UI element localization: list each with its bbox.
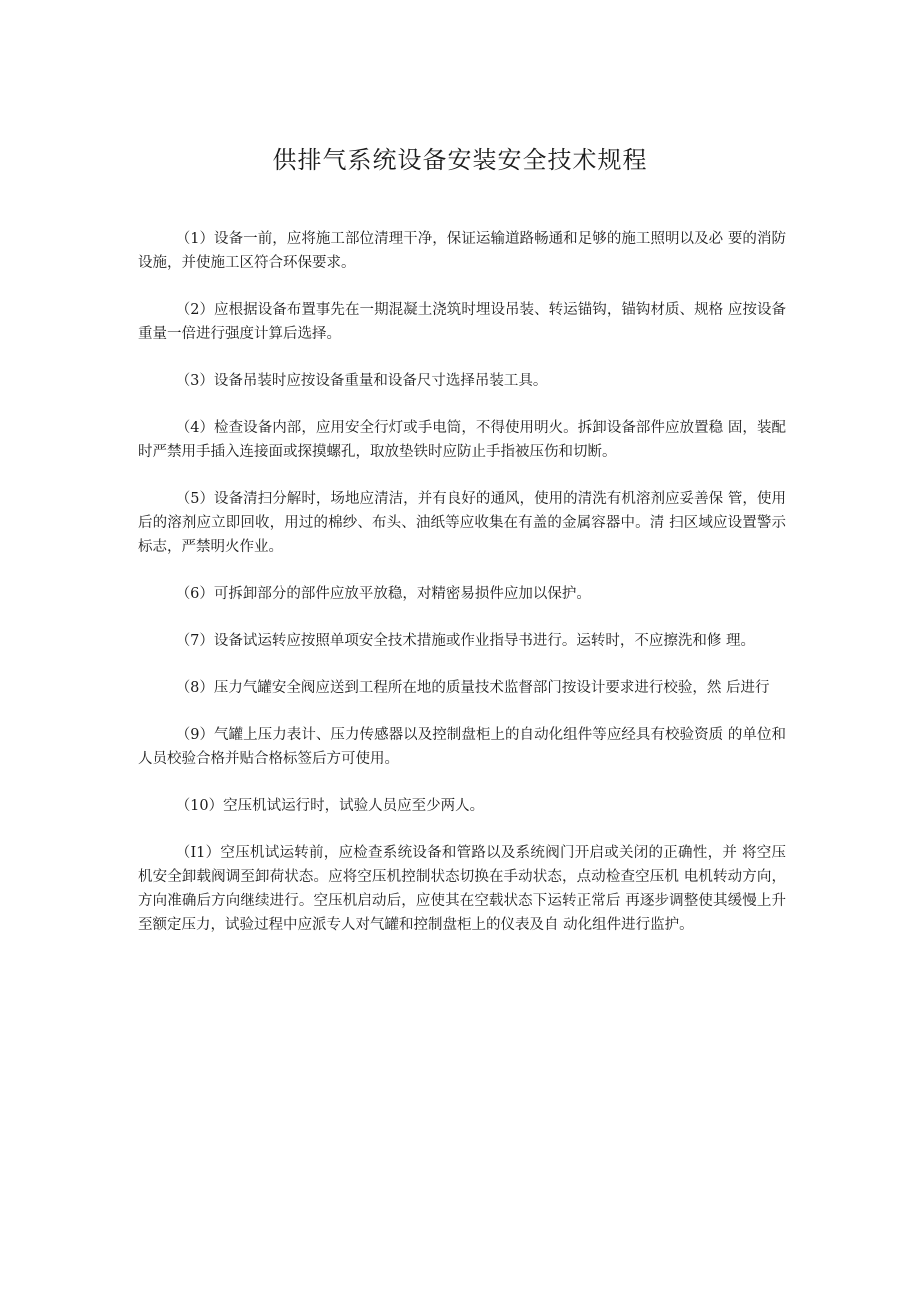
paragraph-10: （10）空压机试运行时，试验人员应至少两人。: [175, 798, 485, 814]
paragraph-1: （1）设备一前，应将施工部位清理干净，保证运输道路畅通和足够的施工照明以及必 要的消防设施，并使施工区符合环保要求。: [138, 231, 786, 271]
document-body: [138, 227, 786, 960]
paragraph-11: （I1）空压机试运转前，应检查系统设备和管路以及系统阀门开启或关闭的正确性，并 将空压机安全卸载阀调至卸荷状态。应将空压机控制状态切换在手动状态，点动检查空压机 电机转动方向，方向准确后方向继续进行。空压机启动后，应使其在空载状态下运转正常后 再逐步调整使其缓慢上升至额定压力，试验过程中应派专人对气罐和控制盘柜上的仪表及自 动化组件进行监护。: [138, 845, 786, 933]
paragraph-6: （6）可拆卸部分的部件应放平放稳，对精密易损件应加以保护。: [175, 586, 591, 602]
paragraph-2: （2）应根据设备布置事先在一期混凝土浇筑时埋设吊装、转运锚钩，锚钩材质、规格 应按设备重量一倍进行强度计算后选择。: [138, 302, 786, 342]
paragraph-7: （7）设备试运转应按照单项安全技术措施或作业指导书进行。运转时，不应擦洗和修 理。: [175, 633, 756, 649]
paragraph-8: （8）压力气罐安全阀应送到工程所在地的质量技术监督部门按设计要求进行校验，然 后进行: [175, 680, 770, 696]
document-title: 供排气系统设备安装安全技术规程: [272, 146, 648, 174]
paragraph-5: （5）设备清扫分解时，场地应清洁，并有良好的通风，使用的清洗有机溶剂应妥善保 管，使用后的溶剂应立即回收，用过的棉纱、布头、油纸等应收集在有盖的金属容器中。清 扫区域应设置警示标志，严禁明火作业。: [138, 491, 786, 555]
paragraph-9: （9）气罐上压力表计、压力传感器以及控制盘柜上的自动化组件等应经具有校验资质 的单位和人员校验合格并贴合格标签后方可使用。: [138, 727, 786, 767]
paragraph-4: （4）检查设备内部，应用安全行灯或手电筒，不得使用明火。拆卸设备部件应放置稳 固，装配时严禁用手插入连接面或探摸螺孔，取放垫铁时应防止手指被压伤和切断。: [138, 420, 786, 460]
paragraph-3: （3）设备吊装时应按设备重量和设备尺寸选择吊装工具。: [175, 373, 548, 389]
